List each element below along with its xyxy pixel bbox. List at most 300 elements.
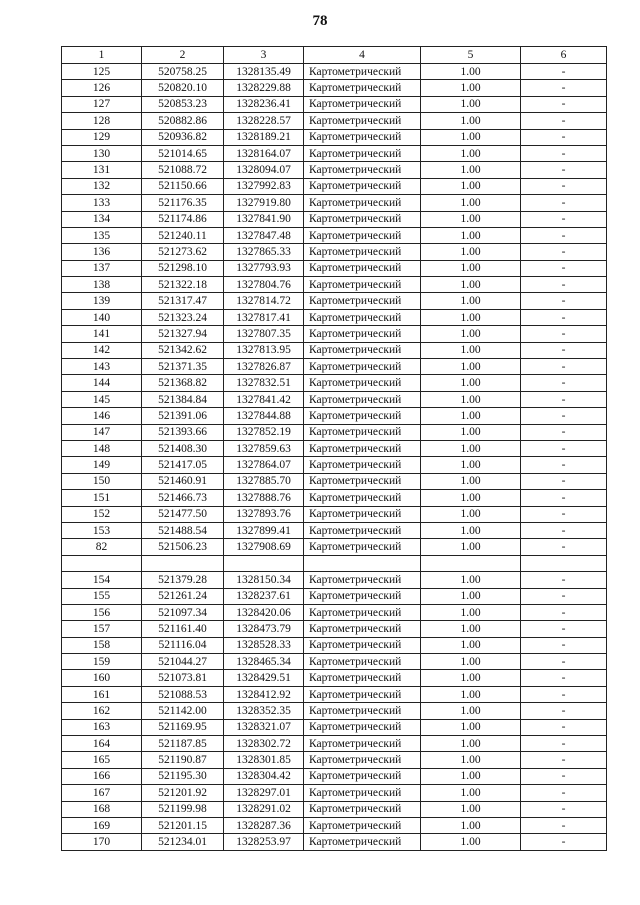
x-coordinate-cell: 521073.81 (142, 670, 224, 686)
x-coordinate-cell: 521190.87 (142, 752, 224, 768)
point-number-cell: 147 (62, 424, 142, 440)
method-cell: Картометрический (304, 490, 421, 506)
point-number-cell: 136 (62, 244, 142, 260)
method-cell: Картометрический (304, 326, 421, 342)
y-coordinate-cell: 1327992.83 (224, 178, 304, 194)
method-cell: Картометрический (304, 342, 421, 358)
x-coordinate-cell: 521323.24 (142, 309, 224, 325)
x-coordinate-cell: 521169.95 (142, 719, 224, 735)
y-coordinate-cell: 1328237.61 (224, 588, 304, 604)
method-cell: Картометрический (304, 113, 421, 129)
point-number-cell: 151 (62, 490, 142, 506)
note-cell: - (521, 293, 607, 309)
accuracy-cell: 1.00 (421, 604, 521, 620)
note-cell: - (521, 227, 607, 243)
method-cell: Картометрический (304, 539, 421, 555)
method-cell: Картометрический (304, 572, 421, 588)
note-cell: - (521, 473, 607, 489)
point-number-cell: 145 (62, 391, 142, 407)
y-coordinate-cell: 1328287.36 (224, 817, 304, 833)
x-coordinate-cell: 521379.28 (142, 572, 224, 588)
table-row (62, 768, 607, 784)
note-cell: - (521, 670, 607, 686)
note-cell: - (521, 588, 607, 604)
x-coordinate-cell: 521477.50 (142, 506, 224, 522)
method-cell: Картометрический (304, 604, 421, 620)
x-coordinate-cell: 521393.66 (142, 424, 224, 440)
x-coordinate-cell (142, 555, 224, 571)
point-number-cell: 166 (62, 768, 142, 784)
method-cell: Картометрический (304, 768, 421, 784)
table-row (62, 522, 607, 538)
x-coordinate-cell: 521150.66 (142, 178, 224, 194)
table-row (62, 588, 607, 604)
method-cell (304, 555, 421, 571)
method-cell: Картометрический (304, 178, 421, 194)
point-number-cell: 142 (62, 342, 142, 358)
note-cell: - (521, 719, 607, 735)
method-cell: Картометрический (304, 211, 421, 227)
table-row (62, 752, 607, 768)
accuracy-cell: 1.00 (421, 424, 521, 440)
point-number-cell: 170 (62, 834, 142, 850)
x-coordinate-cell: 521201.92 (142, 785, 224, 801)
point-number-cell: 143 (62, 359, 142, 375)
point-number-cell: 131 (62, 162, 142, 178)
note-cell: - (521, 96, 607, 112)
accuracy-cell: 1.00 (421, 113, 521, 129)
table-row (62, 277, 607, 293)
note-cell: - (521, 260, 607, 276)
accuracy-cell: 1.00 (421, 293, 521, 309)
note-cell: - (521, 145, 607, 161)
accuracy-cell: 1.00 (421, 522, 521, 538)
table-row (62, 359, 607, 375)
method-cell: Картометрический (304, 457, 421, 473)
note-cell: - (521, 277, 607, 293)
x-coordinate-cell: 521044.27 (142, 654, 224, 670)
y-coordinate-cell: 1328412.92 (224, 686, 304, 702)
y-coordinate-cell: 1327899.41 (224, 522, 304, 538)
table-row (62, 604, 607, 620)
y-coordinate-cell: 1327841.42 (224, 391, 304, 407)
table-row (62, 539, 607, 555)
y-coordinate-cell: 1328229.88 (224, 80, 304, 96)
table-row (62, 129, 607, 145)
point-number-cell: 167 (62, 785, 142, 801)
note-cell: - (521, 506, 607, 522)
accuracy-cell: 1.00 (421, 473, 521, 489)
y-coordinate-cell: 1328528.33 (224, 637, 304, 653)
page-number: 78 (312, 13, 328, 29)
point-number-cell: 158 (62, 637, 142, 653)
method-cell: Картометрический (304, 129, 421, 145)
point-number-cell: 153 (62, 522, 142, 538)
method-cell: Картометрический (304, 145, 421, 161)
x-coordinate-cell: 521506.23 (142, 539, 224, 555)
accuracy-cell: 1.00 (421, 359, 521, 375)
accuracy-cell: 1.00 (421, 801, 521, 817)
table-row (62, 244, 607, 260)
accuracy-cell: 1.00 (421, 162, 521, 178)
point-number-cell: 129 (62, 129, 142, 145)
table-row (62, 113, 607, 129)
y-coordinate-cell: 1328236.41 (224, 96, 304, 112)
x-coordinate-cell: 521176.35 (142, 195, 224, 211)
method-cell: Картометрический (304, 703, 421, 719)
table-header-row (62, 47, 607, 64)
note-cell: - (521, 604, 607, 620)
x-coordinate-cell: 521161.40 (142, 621, 224, 637)
x-coordinate-cell: 521116.04 (142, 637, 224, 653)
method-cell: Картометрический (304, 686, 421, 702)
point-number-cell: 134 (62, 211, 142, 227)
y-coordinate-cell: 1327841.90 (224, 211, 304, 227)
table-row (62, 817, 607, 833)
x-coordinate-cell: 520936.82 (142, 129, 224, 145)
y-coordinate-cell: 1327793.93 (224, 260, 304, 276)
x-coordinate-cell: 521488.54 (142, 522, 224, 538)
table-row (62, 572, 607, 588)
note-cell: - (521, 768, 607, 784)
point-number-cell: 150 (62, 473, 142, 489)
note-cell: - (521, 342, 607, 358)
point-number-cell: 148 (62, 440, 142, 456)
method-cell: Картометрический (304, 408, 421, 424)
y-coordinate-cell: 1327893.76 (224, 506, 304, 522)
y-coordinate-cell: 1328150.34 (224, 572, 304, 588)
method-cell: Картометрический (304, 637, 421, 653)
accuracy-cell: 1.00 (421, 768, 521, 784)
x-coordinate-cell: 521273.62 (142, 244, 224, 260)
y-coordinate-cell: 1327864.07 (224, 457, 304, 473)
x-coordinate-cell: 520758.25 (142, 64, 224, 80)
point-number-cell: 138 (62, 277, 142, 293)
table-row (62, 801, 607, 817)
y-coordinate-cell: 1327847.48 (224, 227, 304, 243)
accuracy-cell: 1.00 (421, 129, 521, 145)
x-coordinate-cell: 521240.11 (142, 227, 224, 243)
y-coordinate-cell: 1328228.57 (224, 113, 304, 129)
column-header: 1 (62, 47, 142, 64)
x-coordinate-cell: 521317.47 (142, 293, 224, 309)
point-number-cell: 154 (62, 572, 142, 588)
point-number-cell: 164 (62, 736, 142, 752)
table-row (62, 440, 607, 456)
accuracy-cell: 1.00 (421, 588, 521, 604)
accuracy-cell: 1.00 (421, 621, 521, 637)
method-cell: Картометрический (304, 277, 421, 293)
x-coordinate-cell: 520853.23 (142, 96, 224, 112)
note-cell: - (521, 736, 607, 752)
point-number-cell: 140 (62, 309, 142, 325)
note-cell: - (521, 391, 607, 407)
point-number-cell: 152 (62, 506, 142, 522)
y-coordinate-cell: 1328189.21 (224, 129, 304, 145)
accuracy-cell: 1.00 (421, 670, 521, 686)
accuracy-cell: 1.00 (421, 457, 521, 473)
method-cell: Картометрический (304, 424, 421, 440)
y-coordinate-cell: 1327804.76 (224, 277, 304, 293)
method-cell: Картометрический (304, 801, 421, 817)
point-number-cell: 162 (62, 703, 142, 719)
y-coordinate-cell: 1327859.63 (224, 440, 304, 456)
accuracy-cell: 1.00 (421, 227, 521, 243)
y-coordinate-cell: 1328473.79 (224, 621, 304, 637)
table-body (62, 64, 607, 851)
accuracy-cell: 1.00 (421, 211, 521, 227)
table-row (62, 80, 607, 96)
accuracy-cell: 1.00 (421, 326, 521, 342)
method-cell: Картометрический (304, 506, 421, 522)
accuracy-cell: 1.00 (421, 277, 521, 293)
note-cell: - (521, 817, 607, 833)
accuracy-cell: 1.00 (421, 506, 521, 522)
method-cell: Картометрический (304, 522, 421, 538)
y-coordinate-cell: 1327814.72 (224, 293, 304, 309)
point-number-cell: 130 (62, 145, 142, 161)
y-coordinate-cell: 1328301.85 (224, 752, 304, 768)
method-cell: Картометрический (304, 309, 421, 325)
x-coordinate-cell: 521261.24 (142, 588, 224, 604)
point-number-cell: 125 (62, 64, 142, 80)
note-cell: - (521, 490, 607, 506)
column-header: 2 (142, 47, 224, 64)
point-number-cell: 159 (62, 654, 142, 670)
accuracy-cell: 1.00 (421, 309, 521, 325)
table-row (62, 736, 607, 752)
table-row (62, 457, 607, 473)
point-number-cell: 135 (62, 227, 142, 243)
y-coordinate-cell: 1328321.07 (224, 719, 304, 735)
x-coordinate-cell: 521466.73 (142, 490, 224, 506)
table-row (62, 293, 607, 309)
y-coordinate-cell: 1327919.80 (224, 195, 304, 211)
note-cell: - (521, 195, 607, 211)
x-coordinate-cell: 521322.18 (142, 277, 224, 293)
x-coordinate-cell: 521327.94 (142, 326, 224, 342)
x-coordinate-cell: 521371.35 (142, 359, 224, 375)
table-row (62, 490, 607, 506)
table-row (62, 162, 607, 178)
note-cell: - (521, 801, 607, 817)
note-cell: - (521, 326, 607, 342)
method-cell: Картометрический (304, 670, 421, 686)
x-coordinate-cell: 521460.91 (142, 473, 224, 489)
point-number-cell: 141 (62, 326, 142, 342)
y-coordinate-cell: 1327817.41 (224, 309, 304, 325)
note-cell: - (521, 522, 607, 538)
note-cell: - (521, 637, 607, 653)
note-cell: - (521, 129, 607, 145)
x-coordinate-cell: 521384.84 (142, 391, 224, 407)
accuracy-cell: 1.00 (421, 736, 521, 752)
table-row (62, 719, 607, 735)
method-cell: Картометрический (304, 293, 421, 309)
point-number-cell: 126 (62, 80, 142, 96)
point-number-cell: 160 (62, 670, 142, 686)
x-coordinate-cell: 521298.10 (142, 260, 224, 276)
table-row (62, 227, 607, 243)
y-coordinate-cell (224, 555, 304, 571)
y-coordinate-cell: 1327852.19 (224, 424, 304, 440)
method-cell: Картометрический (304, 195, 421, 211)
note-cell: - (521, 113, 607, 129)
x-coordinate-cell: 521201.15 (142, 817, 224, 833)
method-cell: Картометрический (304, 785, 421, 801)
accuracy-cell: 1.00 (421, 703, 521, 719)
table-row (62, 195, 607, 211)
y-coordinate-cell: 1327844.88 (224, 408, 304, 424)
note-cell: - (521, 359, 607, 375)
x-coordinate-cell: 520820.10 (142, 80, 224, 96)
accuracy-cell: 1.00 (421, 64, 521, 80)
accuracy-cell: 1.00 (421, 260, 521, 276)
method-cell: Картометрический (304, 817, 421, 833)
point-number-cell: 169 (62, 817, 142, 833)
accuracy-cell: 1.00 (421, 178, 521, 194)
accuracy-cell: 1.00 (421, 686, 521, 702)
method-cell: Картометрический (304, 752, 421, 768)
note-cell: - (521, 703, 607, 719)
method-cell: Картометрический (304, 359, 421, 375)
note-cell: - (521, 408, 607, 424)
y-coordinate-cell: 1328304.42 (224, 768, 304, 784)
y-coordinate-cell: 1327908.69 (224, 539, 304, 555)
table-row (62, 670, 607, 686)
note-cell: - (521, 572, 607, 588)
x-coordinate-cell: 521088.53 (142, 686, 224, 702)
note-cell: - (521, 211, 607, 227)
table-row (62, 424, 607, 440)
point-number-cell: 157 (62, 621, 142, 637)
y-coordinate-cell: 1327865.33 (224, 244, 304, 260)
table-row (62, 555, 607, 571)
method-cell: Картометрический (304, 227, 421, 243)
table-row (62, 703, 607, 719)
x-coordinate-cell: 521417.05 (142, 457, 224, 473)
table-row (62, 211, 607, 227)
method-cell: Картометрический (304, 375, 421, 391)
table-row (62, 506, 607, 522)
accuracy-cell: 1.00 (421, 391, 521, 407)
x-coordinate-cell: 520882.86 (142, 113, 224, 129)
method-cell: Картометрический (304, 440, 421, 456)
x-coordinate-cell: 521142.00 (142, 703, 224, 719)
point-number-cell: 165 (62, 752, 142, 768)
accuracy-cell: 1.00 (421, 244, 521, 260)
x-coordinate-cell: 521097.34 (142, 604, 224, 620)
method-cell: Картометрический (304, 64, 421, 80)
accuracy-cell: 1.00 (421, 195, 521, 211)
accuracy-cell: 1.00 (421, 719, 521, 735)
table-row (62, 145, 607, 161)
note-cell: - (521, 375, 607, 391)
note-cell: - (521, 654, 607, 670)
accuracy-cell: 1.00 (421, 375, 521, 391)
note-cell: - (521, 752, 607, 768)
point-number-cell: 155 (62, 588, 142, 604)
point-number-cell: 149 (62, 457, 142, 473)
accuracy-cell (421, 555, 521, 571)
note-cell: - (521, 621, 607, 637)
column-header: 5 (421, 47, 521, 64)
table-row (62, 408, 607, 424)
y-coordinate-cell: 1327888.76 (224, 490, 304, 506)
note-cell: - (521, 686, 607, 702)
table-row (62, 64, 607, 80)
x-coordinate-cell: 521199.98 (142, 801, 224, 817)
note-cell: - (521, 309, 607, 325)
accuracy-cell: 1.00 (421, 490, 521, 506)
y-coordinate-cell: 1327813.95 (224, 342, 304, 358)
y-coordinate-cell: 1328094.07 (224, 162, 304, 178)
note-cell: - (521, 440, 607, 456)
x-coordinate-cell: 521088.72 (142, 162, 224, 178)
table-row (62, 785, 607, 801)
x-coordinate-cell: 521391.06 (142, 408, 224, 424)
method-cell: Картометрический (304, 834, 421, 850)
table-row (62, 637, 607, 653)
x-coordinate-cell: 521174.86 (142, 211, 224, 227)
method-cell: Картометрический (304, 391, 421, 407)
table-row (62, 834, 607, 850)
y-coordinate-cell: 1328135.49 (224, 64, 304, 80)
method-cell: Картометрический (304, 80, 421, 96)
method-cell: Картометрический (304, 260, 421, 276)
note-cell: - (521, 64, 607, 80)
method-cell: Картометрический (304, 162, 421, 178)
point-number-cell: 163 (62, 719, 142, 735)
method-cell: Картометрический (304, 96, 421, 112)
y-coordinate-cell: 1328302.72 (224, 736, 304, 752)
accuracy-cell: 1.00 (421, 572, 521, 588)
table-row (62, 309, 607, 325)
point-number-cell: 127 (62, 96, 142, 112)
accuracy-cell: 1.00 (421, 834, 521, 850)
accuracy-cell: 1.00 (421, 785, 521, 801)
column-header: 3 (224, 47, 304, 64)
point-number-cell: 139 (62, 293, 142, 309)
y-coordinate-cell: 1327807.35 (224, 326, 304, 342)
accuracy-cell: 1.00 (421, 440, 521, 456)
y-coordinate-cell: 1328253.97 (224, 834, 304, 850)
point-number-cell: 156 (62, 604, 142, 620)
point-number-cell: 146 (62, 408, 142, 424)
y-coordinate-cell: 1327885.70 (224, 473, 304, 489)
x-coordinate-cell: 521368.82 (142, 375, 224, 391)
point-number-cell: 128 (62, 113, 142, 129)
table-row (62, 473, 607, 489)
note-cell: - (521, 834, 607, 850)
y-coordinate-cell: 1328352.35 (224, 703, 304, 719)
column-header: 4 (304, 47, 421, 64)
column-header: 6 (521, 47, 607, 64)
table-row (62, 391, 607, 407)
method-cell: Картометрический (304, 244, 421, 260)
y-coordinate-cell: 1328429.51 (224, 670, 304, 686)
accuracy-cell: 1.00 (421, 145, 521, 161)
method-cell: Картометрический (304, 719, 421, 735)
point-number-cell: 168 (62, 801, 142, 817)
x-coordinate-cell: 521408.30 (142, 440, 224, 456)
accuracy-cell: 1.00 (421, 817, 521, 833)
note-cell: - (521, 80, 607, 96)
table-row (62, 96, 607, 112)
point-number-cell (62, 555, 142, 571)
table-row (62, 260, 607, 276)
accuracy-cell: 1.00 (421, 96, 521, 112)
